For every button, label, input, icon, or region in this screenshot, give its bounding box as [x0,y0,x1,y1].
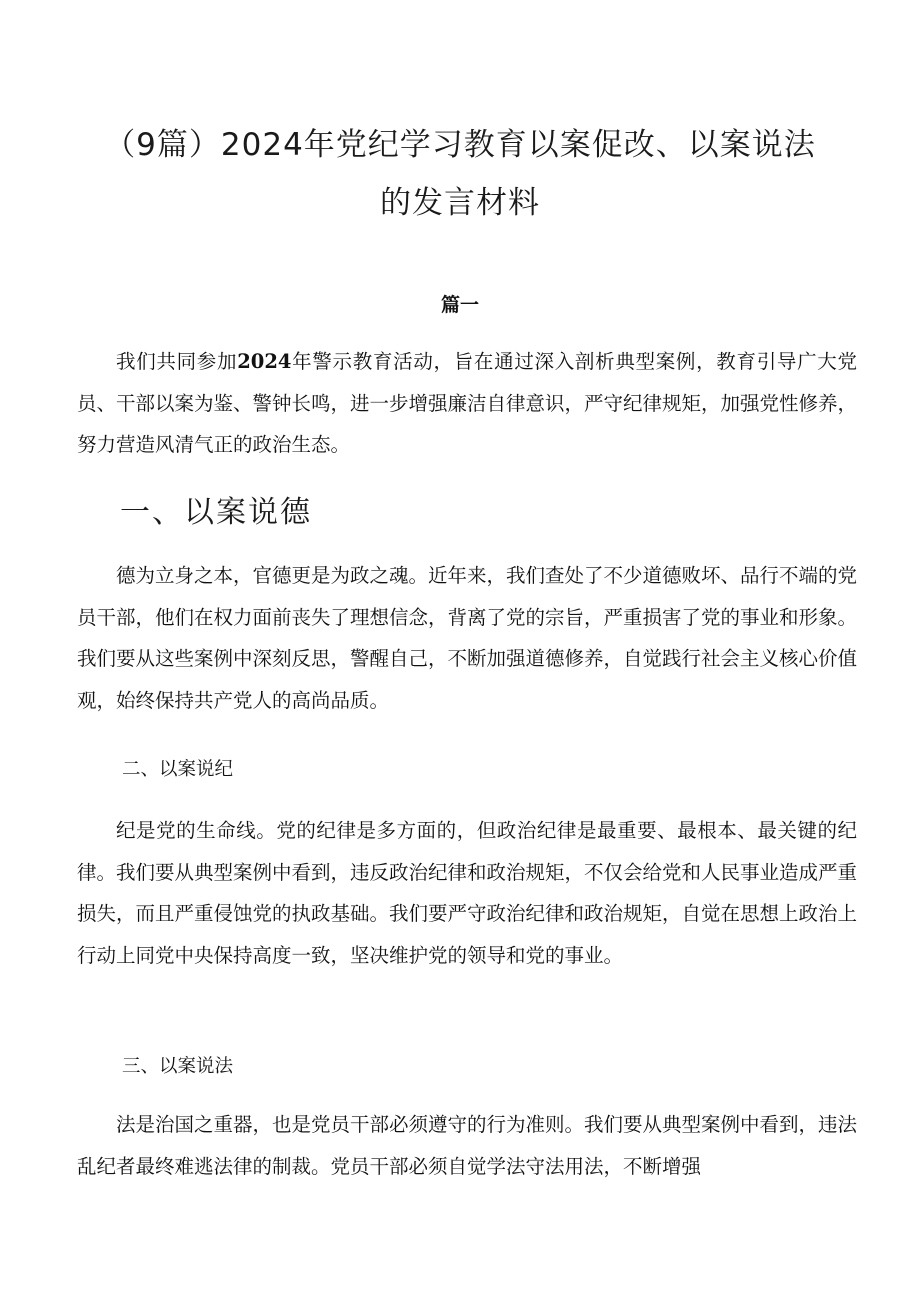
intro-year: 2024 [237,350,292,373]
title-line-1: （9篇）2024年党纪学习教育以案促改、以案说法 [104,127,816,163]
intro-paragraph [77,341,857,466]
document-title [80,116,840,232]
section-2-heading: 二、以案说纪 [122,759,234,780]
section-1-heading: 一、以案说德 [120,495,312,530]
section-3-heading: 三、以案说法 [122,1056,234,1077]
chapter-heading: 篇一 [440,294,479,316]
intro-text-a: 我们共同参加 [116,350,238,373]
section-3-paragraph: 法是治国之重器，也是党员干部必须遵守的行为准则。我们要从典型案例中看到，违法乱纪者最终难逃法律的制裁。党员干部必须自觉学法守法用法，不断增强 [77,1113,858,1178]
title-line-2: 的发言材料 [380,185,540,221]
section-2-paragraph: 纪是党的生命线。党的纪律是多方面的，但政治纪律是最重要、最根本、最关键的纪律。我们要从典型案例中看到，违反政治纪律和政治规矩，不仅会给党和人民事业造成严重损失，而且严重侵蚀党的执政基础。我们要严守政治纪律和政治规矩，自觉在思想上政治上行动上同党中央保持高度一致，坚决维护党的领导和党的事业。 [77,819,858,967]
section-1-paragraph: 德为立身之本，官德更是为政之魂。近年来，我们查处了不少道德败坏、品行不端的党员干部，他们在权力面前丧失了理想信念，背离了党的宗旨，严重损害了党的事业和形象。我们要从这些案例中深刻反思，警醒自己，不断加强道德修养，自觉践行社会主义核心价值观，始终保持共产党人的高尚品质。 [77,564,858,712]
intro-text-b: 年警示教育活动，旨在通过深入剖析典型案例，教育引导广大党员、干部以案为鉴、警钟长鸣，进一步增强廉洁自律意识，严守纪律规矩，加强党性修养，努力营造风清气正的政治生态。 [77,350,858,456]
